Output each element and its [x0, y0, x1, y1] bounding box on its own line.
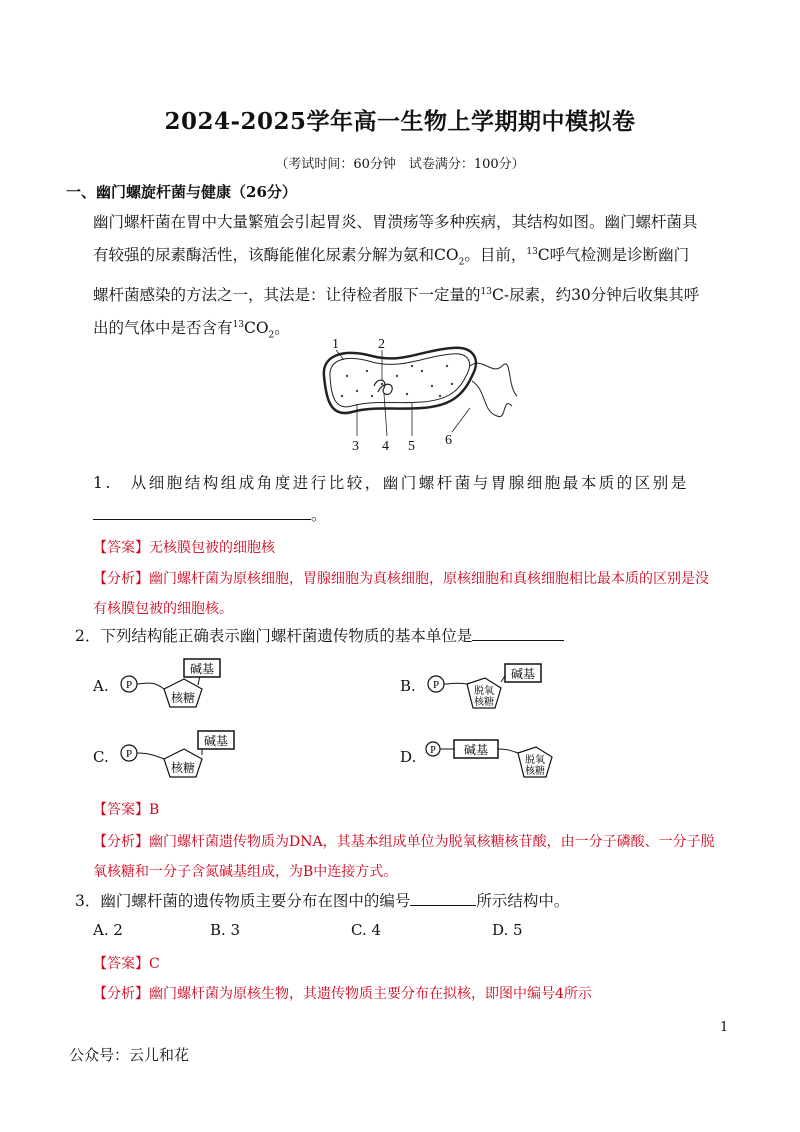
- question-1-blank-line: 。: [93, 503, 327, 525]
- svg-text:P: P: [430, 745, 436, 756]
- figure-label-1: 1: [332, 337, 339, 352]
- q3-option-b[interactable]: B. 3: [210, 921, 241, 939]
- q3-option-a[interactable]: A. 2: [93, 921, 123, 939]
- bacterium-diagram: [312, 336, 522, 454]
- svg-text:碱基: 碱基: [189, 662, 215, 676]
- page-number: 1: [720, 1020, 729, 1035]
- question-3: 3．幽门螺杆菌的遗传物质主要分布在图中的编号 所示结构中。: [75, 889, 569, 911]
- q2-answer: 【答案】B: [93, 802, 160, 818]
- svg-text:核糖: 核糖: [170, 691, 196, 705]
- intro-line-2: 有较强的尿素酶活性，该酶能催化尿素分解为氨和$CO_2$。目前，$^{13}$C呼气检测是诊断幽门: [93, 246, 690, 268]
- option-d-diagram[interactable]: [424, 733, 564, 789]
- option-d-label: D.: [400, 748, 417, 766]
- option-b-label: B.: [400, 677, 416, 695]
- section-heading: 一、幽门螺旋杆菌与健康（26分）: [66, 183, 297, 201]
- svg-text:核糖: 核糖: [474, 697, 494, 708]
- answer-blank[interactable]: [472, 624, 564, 641]
- intro-line-1: 幽门螺杆菌在胃中大量繁殖会引起胃炎、胃溃疡等多种疾病，其结构如图。幽门螺杆菌具: [93, 213, 698, 231]
- intro-paragraph: [93, 207, 733, 351]
- figure-label-6: 6: [445, 433, 452, 448]
- svg-text:脱氧: 脱氧: [474, 686, 494, 697]
- q3-analysis: 【分析】幽门螺杆菌为原核生物，其遗传物质主要分布在拟核，即图中编号4所示: [93, 986, 592, 1002]
- option-c-diagram[interactable]: [118, 725, 238, 785]
- page-title: 2024-2025学年高一生物上学期期中模拟卷: [164, 108, 636, 135]
- intro-line-3: 螺杆菌感染的方法之一，其法是：让待检者服下一定量的$^{13}$C-尿素，约30分钟后收集其呼: [93, 286, 700, 305]
- svg-text:碱基: 碱基: [203, 734, 229, 748]
- exam-info: （考试时间：60分钟 试卷满分：100分）: [275, 157, 525, 172]
- figure-label-4: 4: [382, 439, 389, 454]
- q1-answer: 【答案】无核膜包被的细胞核: [93, 540, 275, 556]
- intro-line-4: 出的气体中是否含有$^{13}CO_2$。: [93, 319, 290, 341]
- figure-label-3: 3: [352, 439, 359, 454]
- option-b-diagram[interactable]: [425, 660, 545, 720]
- footer-account: 公众号：云儿和花: [69, 1046, 190, 1064]
- svg-text:P: P: [125, 679, 133, 691]
- option-a-label: A.: [93, 677, 109, 695]
- q1-analysis: 【分析】幽门螺杆菌为原核细胞，胃腺细胞为真核细胞，原核细胞和真核细胞相比最本质的区别是没 有核膜包被的细胞核。: [93, 571, 709, 617]
- answer-blank[interactable]: [93, 503, 311, 520]
- figure-label-2: 2: [378, 337, 385, 352]
- svg-text:碱基: 碱基: [510, 667, 536, 681]
- svg-text:碱基: 碱基: [463, 743, 489, 757]
- q2-analysis: 【分析】幽门螺杆菌遗传物质为DNA，其基本组成单位为脱氧核糖核苷酸，由一分子磷酸、一分子脱 氧核糖和一分子含氮碱基组成，为B中连接方式。: [93, 834, 715, 880]
- svg-text:核糖: 核糖: [525, 766, 545, 777]
- option-c-label: C.: [93, 748, 109, 766]
- svg-text:脱氧: 脱氧: [525, 755, 545, 766]
- svg-text:核糖: 核糖: [170, 761, 196, 775]
- answer-blank[interactable]: [410, 889, 476, 906]
- q3-option-c[interactable]: C. 4: [351, 921, 382, 939]
- svg-text:P: P: [432, 679, 440, 691]
- q3-answer: 【答案】C: [93, 956, 160, 972]
- question-1: 1. 从细胞结构组成角度进行比较，幽门螺杆菌与胃腺细胞最本质的区别是: [93, 474, 689, 492]
- option-a-diagram[interactable]: [118, 655, 228, 715]
- question-2: 2．下列结构能正确表示幽门螺杆菌遗传物质的基本单位是: [75, 624, 564, 646]
- figure-label-5: 5: [408, 439, 415, 454]
- svg-text:P: P: [125, 748, 133, 760]
- q3-option-d[interactable]: D. 5: [492, 921, 523, 939]
